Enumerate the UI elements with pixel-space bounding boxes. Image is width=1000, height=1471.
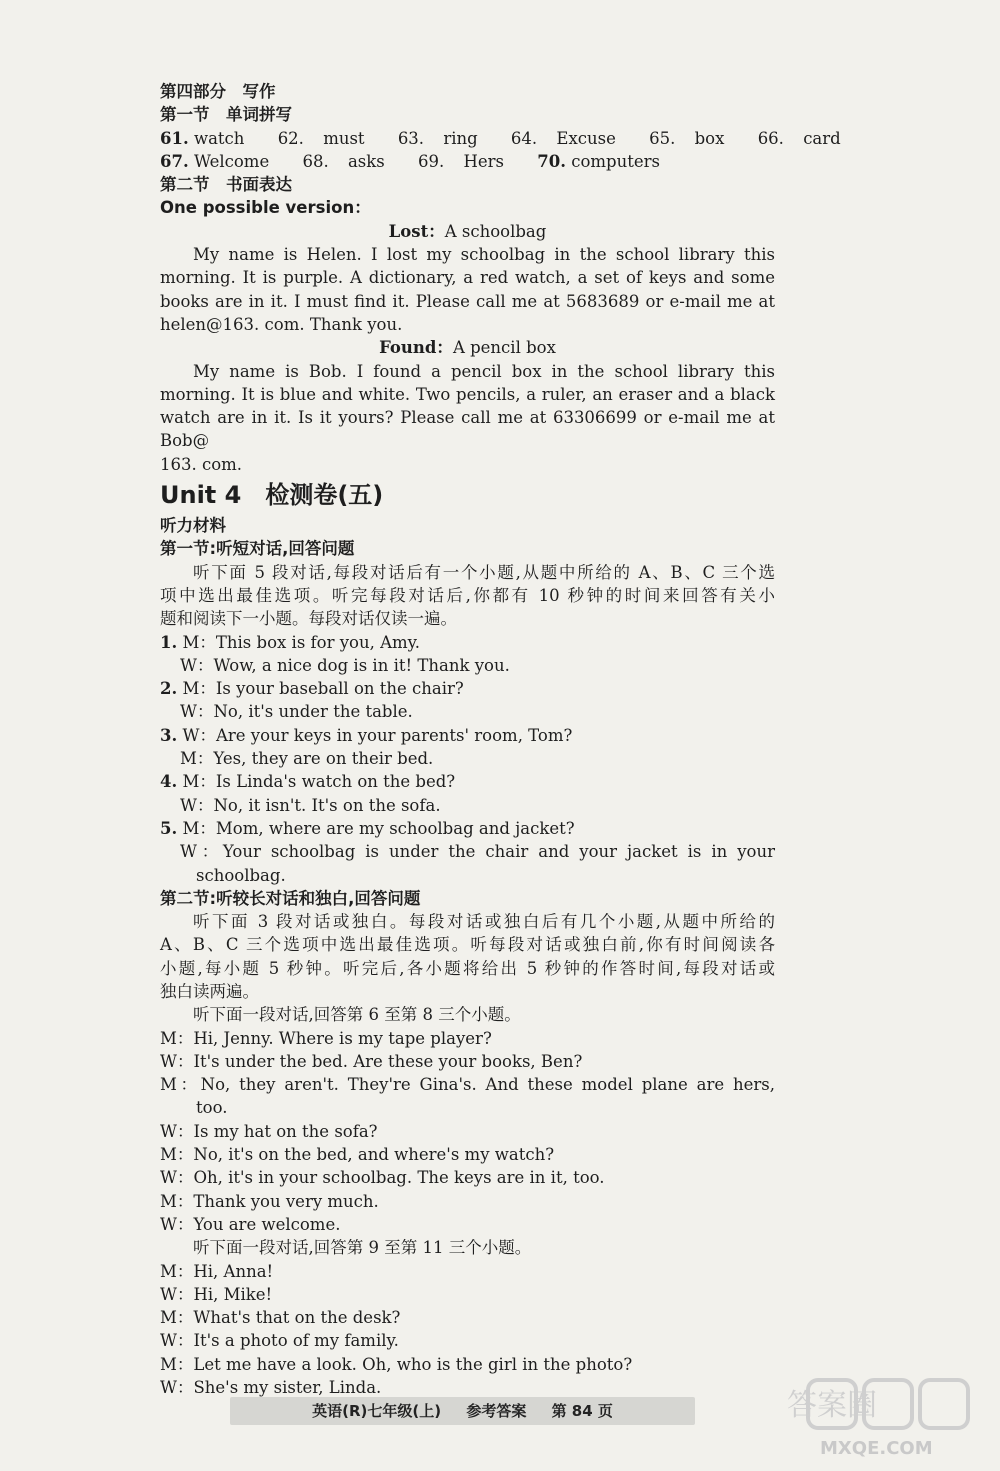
footer-subject: 英语(R)七年级(上) xyxy=(312,1402,442,1420)
found-heading: Found：A pencil box xyxy=(379,338,556,358)
footer-label: 参考答案 xyxy=(466,1402,527,1420)
paragraph-line: My name is Bob. I found a pencil box in the school library this xyxy=(193,361,775,381)
dialogue-line: W：It's a photo of my family. xyxy=(160,1331,399,1351)
paragraph-line: 163. com. xyxy=(160,454,243,474)
conversation-intro: 听下面一段对话,回答第 6 至第 8 三个小题。 xyxy=(193,1005,521,1025)
version-label: One possible version： xyxy=(160,198,371,218)
paragraph-line: books are in it. I must find it. Please call me at 5683689 or e-mail me at xyxy=(160,291,775,311)
dialogue-line: W：Oh, it's in your schoolbag. The keys are in it, too. xyxy=(160,1168,605,1188)
instruction-line: 听下面 5 段对话,每段对话后有一个小题,从题中所给的 A、B、C 三个选 xyxy=(193,562,775,582)
answer-item: 61. watch xyxy=(160,128,245,148)
dialogue-line: W：You are welcome. xyxy=(160,1214,341,1234)
dialogue-line: too. xyxy=(196,1098,228,1118)
answer-item: 69. Hers xyxy=(418,151,505,171)
dialogue-line: M：Hi, Jenny. Where is my tape player? xyxy=(160,1028,492,1048)
paragraph-line: My name is Helen. I lost my schoolbag in the school library this xyxy=(193,245,775,265)
paragraph-line: helen@163. com. Thank you. xyxy=(160,314,403,334)
instruction-line: 题和阅读下一小题。每段对话仅读一遍。 xyxy=(160,609,457,629)
answer-item: 64. Excuse xyxy=(510,128,616,148)
answer-item: 70. computers xyxy=(537,151,660,171)
section-title: 第二节:听较长对话和独白,回答问题 xyxy=(160,888,421,908)
paragraph-line: morning. It is blue and white. Two pencils, a ruler, an eraser and a black xyxy=(160,384,775,404)
section-title: 第一节:听短对话,回答问题 xyxy=(160,539,355,559)
conversation-intro: 听下面一段对话,回答第 9 至第 11 三个小题。 xyxy=(193,1238,532,1258)
dialogue-line: M：Hi, Anna! xyxy=(160,1261,274,1281)
dialogue-line: 5. M：Mom, where are my schoolbag and jacket? xyxy=(160,818,575,838)
answer-item: 66. card xyxy=(757,128,841,148)
instruction-line: A、B、C 三个选项中选出最佳选项。听每段对话或独白前,你有时间阅读各 xyxy=(160,935,775,955)
dialogue-line: M：No, they aren't. They're Gina's. And these model plane are hers, xyxy=(160,1075,775,1095)
dialogue-line: W：Hi, Mike! xyxy=(160,1284,273,1304)
dialogue-line: W：Is my hat on the sofa? xyxy=(160,1121,378,1141)
dialogue-line: W：It's under the bed. Are these your books, Ben? xyxy=(160,1051,583,1071)
dialogue-line: W：No, it's under the table. xyxy=(180,702,413,722)
dialogue-line: 1. M：This box is for you, Amy. xyxy=(160,632,421,652)
dialogue-line: 2. M：Is your baseball on the chair? xyxy=(160,679,464,699)
page-content xyxy=(160,80,841,1399)
watermark-char: 答案圈 xyxy=(787,1388,877,1423)
instruction-line: 项中选出最佳选项。听完每段对话后,你都有 10 秒钟的时间来回答有关小 xyxy=(160,585,775,605)
instruction-line: 独白读两遍。 xyxy=(160,981,259,1001)
answer-item: 62. must xyxy=(277,128,365,148)
listening-title: 听力材料 xyxy=(160,516,226,536)
dialogue-line: schoolbag. xyxy=(196,865,286,885)
paragraph-line: watch are in it. Is it yours? Please call me at 63306699 or e-mail me at Bob@ xyxy=(160,408,775,451)
paragraph-line: morning. It is purple. A dictionary, a red watch, a set of keys and some xyxy=(160,268,775,288)
part-title: 第四部分 写作 xyxy=(160,82,276,101)
page-footer xyxy=(230,1397,695,1425)
dialogue-line: 4. M：Is Linda's watch on the bed? xyxy=(160,772,456,792)
answer-item: 63. ring xyxy=(397,128,478,148)
dialogue-line: M：Thank you very much. xyxy=(160,1191,379,1211)
section-title: 第一节 单词拼写 xyxy=(160,105,292,125)
footer-page: 第 84 页 xyxy=(551,1402,613,1420)
answer-item: 68. asks xyxy=(302,151,385,171)
instruction-line: 听下面 3 段对话或独白。每段对话或独白后有几个小题,从题中所给的 xyxy=(193,912,775,932)
dialogue-line: 3. W：Are your keys in your parents' room, Tom? xyxy=(160,725,573,745)
answer-item: 67. Welcome xyxy=(160,151,270,171)
answers-row xyxy=(160,150,775,173)
unit-title: Unit 4 检测卷(五) xyxy=(160,481,384,510)
dialogue-line: W：Your schoolbag is under the chair and your jacket is in your xyxy=(180,842,775,862)
answers-row xyxy=(160,127,841,150)
dialogue-line: W：No, it isn't. It's on the sofa. xyxy=(180,795,441,815)
instruction-line: 小题,每小题 5 秒钟。听完后,各小题将给出 5 秒钟的作答时间,每段对话或 xyxy=(160,958,775,978)
watermark-site: MXQE.COM xyxy=(820,1438,933,1459)
dialogue-line: W：She's my sister, Linda. xyxy=(160,1378,382,1398)
dialogue-line: M：What's that on the desk? xyxy=(160,1308,401,1328)
lost-heading: Lost：A schoolbag xyxy=(388,221,547,241)
section-title: 第二节 书面表达 xyxy=(160,175,292,195)
answer-item: 65. box xyxy=(649,128,725,148)
dialogue-line: W：Wow, a nice dog is in it! Thank you. xyxy=(180,655,510,675)
dialogue-line: M：Yes, they are on their bed. xyxy=(180,749,434,769)
dialogue-line: M：Let me have a look. Oh, who is the girl in the photo? xyxy=(160,1354,633,1374)
dialogue-line: M：No, it's on the bed, and where's my watch? xyxy=(160,1145,555,1165)
